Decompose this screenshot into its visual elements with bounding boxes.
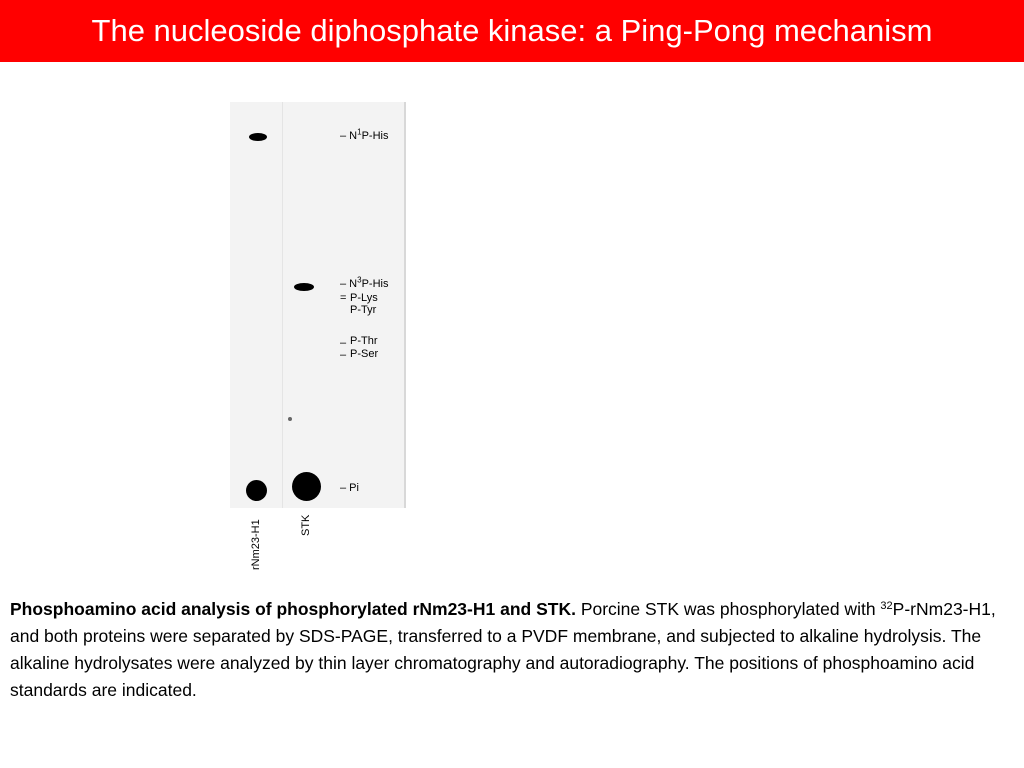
standard-tick-lys-tyr: =: [340, 292, 347, 304]
lane-label-rnm23-h1: rNm23-H1: [250, 519, 262, 570]
standard-p-thr: P-Thr: [350, 335, 378, 347]
slide-title: The nucleoside diphosphate kinase: a Ping-Pong mechanism: [91, 13, 933, 48]
tlc-figure: [230, 102, 430, 582]
spot-lane2-faint: [288, 417, 292, 421]
spot-lane1-pi: [246, 480, 267, 501]
standard-p-tyr: P-Tyr: [350, 304, 377, 316]
title-bar: [0, 0, 1024, 62]
standard-p-lys: P-Lys: [350, 292, 378, 304]
caption-text-1: Porcine STK was phosphorylated with: [575, 599, 881, 619]
standard-pi: – Pi: [340, 482, 359, 494]
standard-n1p-his: – $N^1P$-His: [340, 127, 389, 142]
lane-label-stk: STK: [300, 514, 312, 536]
standard-tick-thr-ser: – –: [340, 337, 347, 361]
spot-lane2-n3p-his: [294, 283, 314, 291]
caption-isotope-sup: 32: [880, 600, 893, 612]
figure-caption: [10, 596, 1010, 704]
caption-text-2: P-rNm23-H1, and both proteins were separated by SDS-PAGE, transferred to a PVDF membrane, and subjected to alkaline hydrolysis. The alkaline hydrolysates were analyzed by thin layer chromatography and autoradiography. The positions of phosphoamino acid standards are indicated.: [10, 599, 996, 700]
lane-divider: [282, 102, 283, 508]
tlc-plate: [230, 102, 406, 508]
standard-p-ser: P-Ser: [350, 348, 379, 360]
standard-n3p-his: – $N^3P$-His: [340, 275, 389, 290]
caption-title: Phosphoamino acid analysis of phosphorylated rNm23-H1 and STK.: [10, 599, 576, 619]
spot-lane1-n1p-his: [249, 133, 267, 141]
spot-lane2-pi: [292, 472, 321, 501]
